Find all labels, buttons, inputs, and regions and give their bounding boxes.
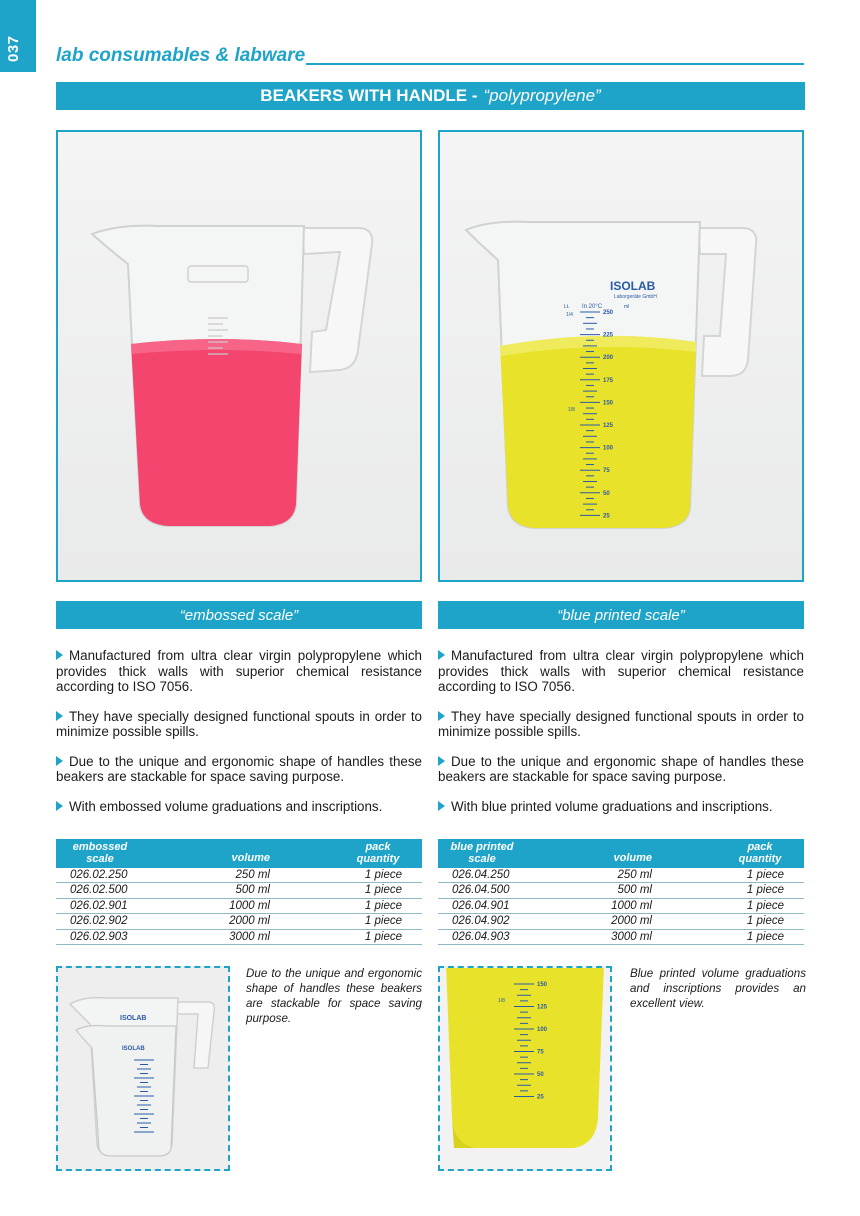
scale-label: 100 <box>537 1027 548 1033</box>
print-fraction-top: 1/4 <box>566 312 573 318</box>
product-material: “polypropylene” <box>483 86 601 105</box>
blue-printed-beaker-photo <box>438 130 804 582</box>
feature-item: Due to the unique and ergonomic shape of handles these beakers are stackable for space saving purpose. <box>56 753 422 784</box>
scale-label: 100 <box>603 445 614 452</box>
table-row: 026.02.901 1000 ml 1 piece <box>56 899 422 914</box>
table-header <box>56 839 422 868</box>
scale-label: 50 <box>537 1072 544 1078</box>
closeup-illustration <box>440 968 610 1169</box>
printed-scale-caption: Blue printed volume graduations and inscriptions provides an excellent view. <box>630 967 806 1010</box>
print-unit-right: ml <box>624 304 630 310</box>
table-row: 026.04.250 250 ml 1 piece <box>438 868 804 883</box>
stacking-caption: Due to the unique and ergonomic shape of handles these beakers are stackable for space saving purpose. <box>246 967 422 1025</box>
col-header-volume: volume <box>231 852 270 864</box>
scale-label: 75 <box>537 1049 544 1056</box>
table-row: 026.04.902 2000 ml 1 piece <box>438 914 804 929</box>
stacked-beakers-illustration <box>58 968 228 1169</box>
table-row: 026.04.903 3000 ml 1 piece <box>438 930 804 945</box>
table-row: 026.02.903 3000 ml 1 piece <box>56 930 422 945</box>
table-row: 026.04.500 500 ml 1 piece <box>438 883 804 898</box>
closeup-fraction: 1/8 <box>498 998 505 1004</box>
product-title: BEAKERS WITH HANDLE - <box>260 86 478 105</box>
col-header-pack: pack quantity <box>738 841 782 865</box>
product-title-bar <box>56 82 805 110</box>
scale-label: 125 <box>537 1004 548 1011</box>
bullet-arrow-icon <box>56 711 63 721</box>
feature-item: Manufactured from ultra clear virgin polypropylene which provides thick walls with superior chemical resistance according to ISO 7056. <box>56 648 422 694</box>
embossed-beaker-photo <box>56 130 422 582</box>
table-row: 026.02.500 500 ml 1 piece <box>56 883 422 898</box>
scale-label: 25 <box>537 1094 544 1101</box>
blue-printed-scale-header: “blue printed scale” <box>438 601 804 629</box>
thumb-brand-lower: ISOLAB <box>122 1046 145 1052</box>
header-rule <box>306 63 804 65</box>
feature-item: Manufactured from ultra clear virgin polypropylene which provides thick walls with superior chemical resistance according to ISO 7056. <box>438 648 804 694</box>
bullet-arrow-icon <box>56 801 63 811</box>
scale-label: 75 <box>603 468 610 475</box>
page-tab <box>0 0 36 72</box>
scale-label: 150 <box>537 982 548 988</box>
bullet-arrow-icon <box>438 801 445 811</box>
col-header-volume: volume <box>613 852 652 864</box>
handle-shape <box>302 228 372 372</box>
scale-label: 225 <box>603 332 614 339</box>
bullet-arrow-icon <box>438 756 445 766</box>
col-header-pack: pack quantity <box>356 841 400 865</box>
col-header-code: blue printed scale <box>450 841 514 865</box>
scale-label: 250 <box>603 310 614 316</box>
feature-item: They have specially designed functional spouts in order to minimize possible spills. <box>438 708 804 739</box>
yellow-liquid <box>500 336 696 528</box>
scale-label: 175 <box>603 377 614 384</box>
table-row: 026.04.901 1000 ml 1 piece <box>438 899 804 914</box>
printed-beaker-illustration <box>440 132 802 580</box>
print-maker: Laborgeräte GmbH <box>614 294 657 300</box>
blue-printed-spec-table <box>438 839 804 945</box>
bullet-arrow-icon <box>56 650 63 660</box>
embossed-beaker-illustration <box>58 132 420 580</box>
scale-label: 50 <box>603 490 610 497</box>
red-liquid <box>131 339 302 526</box>
embossed-spec-table <box>56 839 422 945</box>
feature-item: With blue printed volume graduations and inscriptions. <box>438 799 804 815</box>
table-header <box>438 839 804 868</box>
bullet-arrow-icon <box>56 756 63 766</box>
print-brand: ISOLAB <box>610 279 656 293</box>
page-number: 037 <box>5 35 22 62</box>
table-row: 026.02.902 2000 ml 1 piece <box>56 914 422 929</box>
feature-item: They have specially designed functional spouts in order to minimize possible spills. <box>56 708 422 739</box>
print-fraction-mid: 1/8 <box>568 407 575 413</box>
bullet-arrow-icon <box>438 711 445 721</box>
feature-item: Due to the unique and ergonomic shape of handles these beakers are stackable for space saving purpose. <box>438 753 804 784</box>
printed-scale-closeup-photo <box>438 966 612 1171</box>
print-unit-left: Lt. <box>564 304 570 310</box>
scale-label: 150 <box>603 400 614 407</box>
table-row: 026.02.250 250 ml 1 piece <box>56 868 422 883</box>
col-header-code: embossed scale <box>72 841 128 865</box>
blue-printed-feature-list <box>438 648 804 828</box>
thumb-brand-top: ISOLAB <box>120 1015 147 1022</box>
embossed-scale-header: “embossed scale” <box>56 601 422 629</box>
embossed-feature-list <box>56 648 422 828</box>
scale-label: 125 <box>603 423 614 429</box>
stacked-beakers-photo <box>56 966 230 1171</box>
print-temp: In 20°C <box>582 304 603 310</box>
feature-item: With embossed volume graduations and inscriptions. <box>56 799 422 815</box>
section-title: lab consumables & labware <box>56 45 306 66</box>
scale-label: 200 <box>603 355 614 362</box>
bullet-arrow-icon <box>438 650 445 660</box>
scale-label: 25 <box>603 513 610 520</box>
